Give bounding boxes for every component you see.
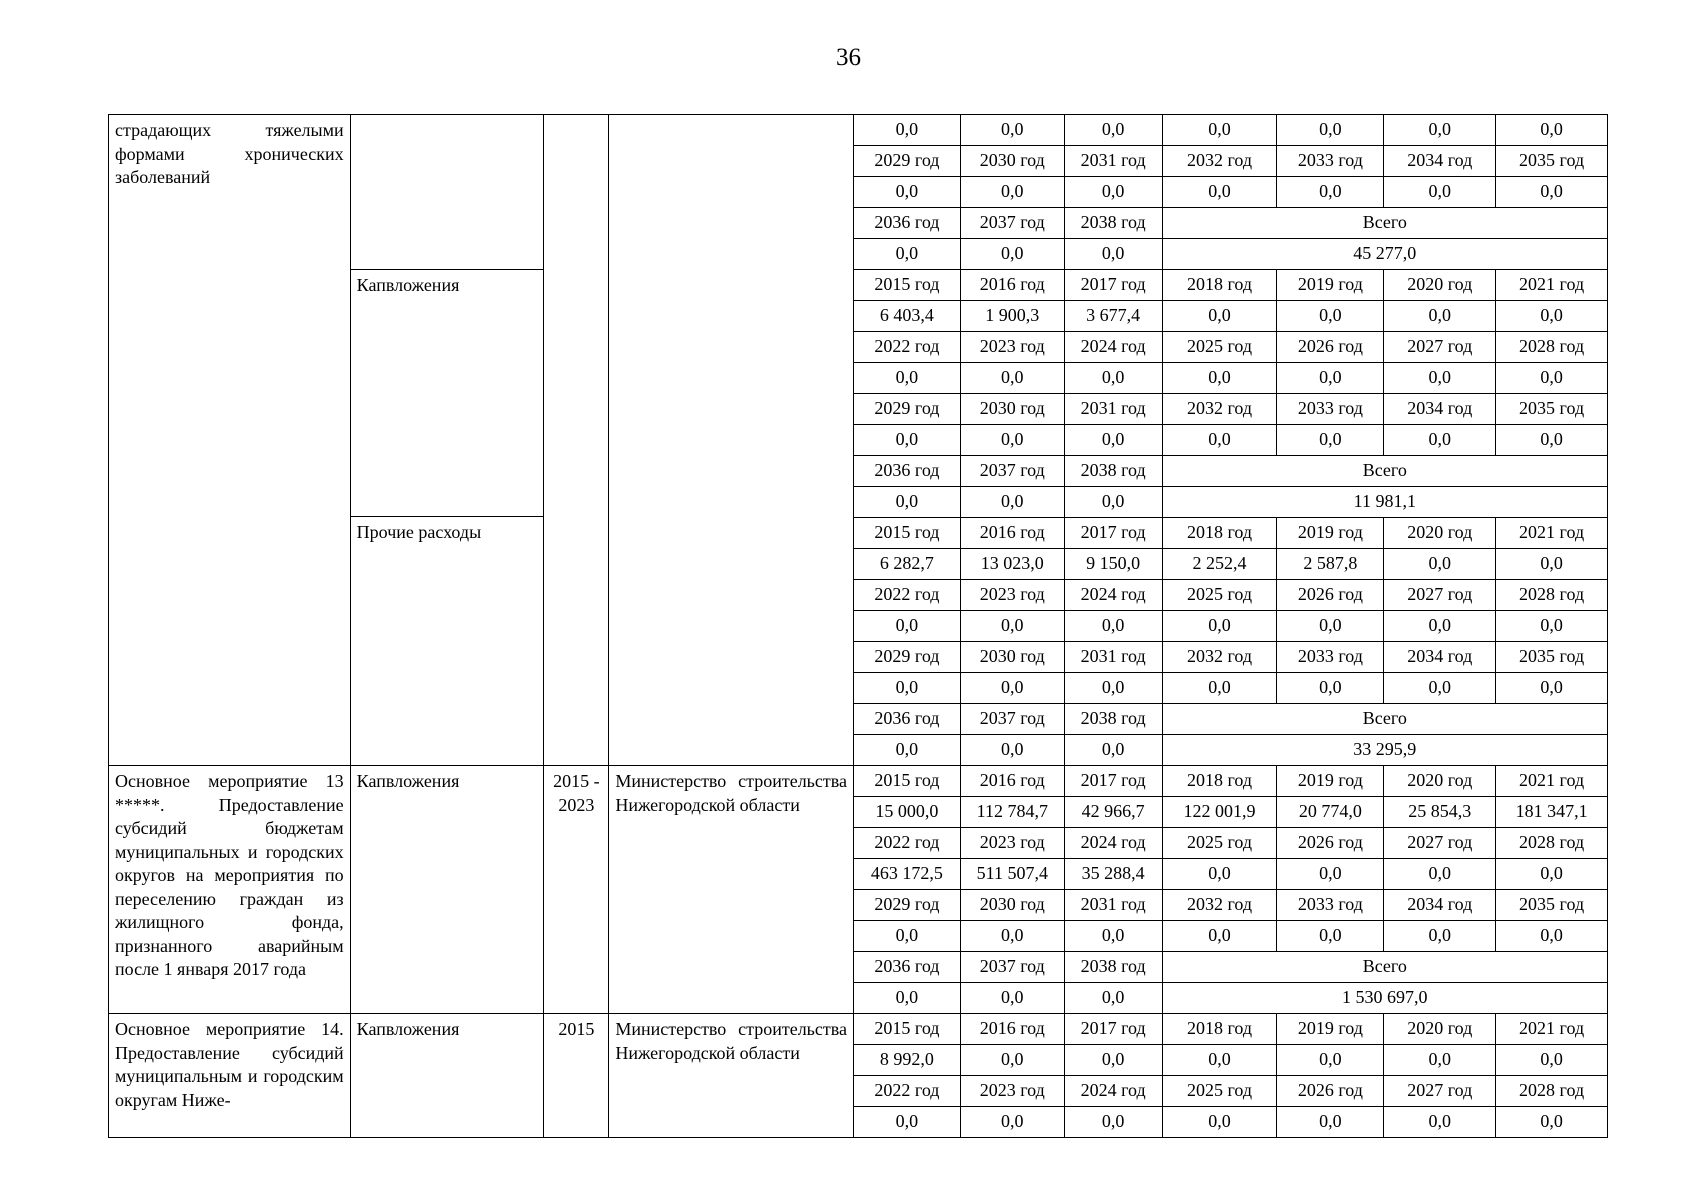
amount-value: 0,0: [1065, 487, 1163, 517]
event-name: Основное мероприятие 13 *****. Предоставление субсидий бюджетам муниципальных и городских округов на мероприятия по переселению граждан из жилищного фонда, признанного аварийным после 1 января 2017 года: [109, 766, 351, 1013]
amount-value: 0,0: [961, 177, 1065, 207]
value-row: [854, 176, 1608, 207]
amount-value: 0,0: [1540, 925, 1563, 945]
amount-value: 0,0: [1277, 673, 1384, 703]
amount-value: 0,0: [1540, 677, 1563, 697]
year-label: 2030 год: [961, 146, 1065, 176]
year-label: 2034 год: [1384, 146, 1496, 176]
year-label: 2035 год: [1519, 150, 1585, 170]
year-label-row: [854, 827, 1608, 858]
amount-value: 42 966,7: [1065, 797, 1163, 827]
year-label: 2029 год: [854, 890, 961, 920]
total-value: 33 295,9: [1353, 739, 1417, 759]
value-row: [854, 362, 1608, 393]
year-label: 2029 год: [854, 146, 961, 176]
amount-value: 0,0: [1065, 1045, 1163, 1075]
year-label: 2031 год: [1065, 642, 1163, 672]
amount-value: 181 347,1: [1515, 801, 1588, 821]
year-label: 2023 год: [961, 1076, 1065, 1106]
year-label: 2030 год: [961, 642, 1065, 672]
year-label: 2020 год: [1384, 1014, 1496, 1044]
source-column: [351, 115, 545, 765]
source-column: [351, 766, 545, 1013]
year-label: 2025 год: [1163, 580, 1278, 610]
amount-value: 0,0: [854, 983, 961, 1013]
amount-value: 463 172,5: [854, 859, 961, 889]
financing-grid: [854, 766, 1608, 1013]
year-label: 2037 год: [961, 704, 1065, 734]
amount-value: 0,0: [1065, 115, 1163, 145]
year-label: 2020 год: [1384, 766, 1496, 796]
year-label: 2025 год: [1163, 332, 1278, 362]
year-label: 2022 год: [854, 332, 961, 362]
amount-value: 0,0: [1384, 115, 1496, 145]
year-label: 2021 год: [1519, 522, 1585, 542]
amount-value: 0,0: [1065, 1107, 1163, 1137]
year-label: 2016 год: [961, 766, 1065, 796]
amount-value: 0,0: [1540, 429, 1563, 449]
amount-value: 0,0: [1384, 1045, 1496, 1075]
year-label: 2027 год: [1384, 1076, 1496, 1106]
year-label: 2035 год: [1519, 398, 1585, 418]
amount-value: 0,0: [854, 1107, 961, 1137]
amount-value: 0,0: [961, 1107, 1065, 1137]
year-label: 2024 год: [1065, 580, 1163, 610]
year-label: 2022 год: [854, 580, 961, 610]
year-label: 2016 год: [961, 518, 1065, 548]
period: 2015 - 2023: [544, 766, 609, 1013]
year-label: 2021 год: [1519, 1018, 1585, 1038]
value-row: [854, 1106, 1608, 1137]
amount-value: 0,0: [1277, 921, 1384, 951]
year-label: 2026 год: [1277, 580, 1384, 610]
year-label: 2034 год: [1384, 394, 1496, 424]
amount-value: 0,0: [1065, 673, 1163, 703]
source-column: [351, 1014, 545, 1137]
value-row: [854, 424, 1608, 455]
amount-value: 0,0: [854, 239, 961, 269]
amount-value: 0,0: [961, 363, 1065, 393]
amount-value: 0,0: [1540, 863, 1563, 883]
event-name: Основное мероприятие 14. Предоставление субсидий муниципальным и городским округам Ниже-: [109, 1014, 351, 1137]
amount-value: 511 507,4: [961, 859, 1065, 889]
amount-value: 0,0: [1540, 1049, 1563, 1069]
year-label: 2034 год: [1384, 890, 1496, 920]
amount-value: 8 992,0: [854, 1045, 961, 1075]
amount-value: 0,0: [854, 673, 961, 703]
executor: Министерство строительства Нижегородской области: [609, 1014, 854, 1137]
value-row: [854, 920, 1608, 951]
value-row: [854, 1044, 1608, 1075]
amount-value: 25 854,3: [1384, 797, 1496, 827]
value-row: [854, 672, 1608, 703]
total-label: Всего: [1362, 708, 1407, 728]
year-label: 2038 год: [1065, 456, 1163, 486]
amount-value: 20 774,0: [1277, 797, 1384, 827]
year-label: 2033 год: [1277, 146, 1384, 176]
executor: [609, 115, 854, 765]
amount-value: 0,0: [1277, 177, 1384, 207]
year-label: 2027 год: [1384, 828, 1496, 858]
year-label: 2020 год: [1384, 518, 1496, 548]
amount-value: 0,0: [1384, 921, 1496, 951]
year-label: 2031 год: [1065, 394, 1163, 424]
amount-value: 0,0: [1540, 305, 1563, 325]
year-label: 2033 год: [1277, 394, 1384, 424]
year-label: 2021 год: [1519, 274, 1585, 294]
year-label: 2024 год: [1065, 1076, 1163, 1106]
amount-value: 0,0: [1277, 859, 1384, 889]
section-row: [108, 114, 1608, 766]
year-label-row: [854, 393, 1608, 424]
amount-value: 0,0: [1384, 1107, 1496, 1137]
amount-value: 0,0: [1163, 115, 1278, 145]
year-label-row: [854, 207, 1608, 238]
year-label: 2037 год: [961, 952, 1065, 982]
amount-value: 0,0: [961, 921, 1065, 951]
year-label: 2037 год: [961, 456, 1065, 486]
year-label: 2021 год: [1519, 770, 1585, 790]
amount-value: 0,0: [1065, 177, 1163, 207]
year-label-row: [854, 517, 1608, 548]
year-label: 2025 год: [1163, 828, 1278, 858]
year-label: 2015 год: [854, 518, 961, 548]
amount-value: 0,0: [961, 425, 1065, 455]
year-label: 2032 год: [1163, 642, 1278, 672]
year-label: 2024 год: [1065, 332, 1163, 362]
funding-source: Капвложения: [356, 771, 460, 791]
amount-value: 0,0: [1277, 115, 1384, 145]
year-label: 2035 год: [1519, 894, 1585, 914]
value-row: [854, 982, 1608, 1013]
year-label-row: [854, 1075, 1608, 1106]
amount-value: 0,0: [1163, 611, 1278, 641]
amount-value: 0,0: [854, 177, 961, 207]
year-label: 2029 год: [854, 394, 961, 424]
amount-value: 0,0: [1163, 859, 1278, 889]
year-label: 2026 год: [1277, 1076, 1384, 1106]
year-label: 2038 год: [1065, 704, 1163, 734]
amount-value: 0,0: [1384, 859, 1496, 889]
year-label: 2017 год: [1065, 766, 1163, 796]
year-label-row: [854, 1014, 1608, 1044]
total-label: Всего: [1362, 460, 1407, 480]
year-label-row: [854, 579, 1608, 610]
amount-value: 0,0: [1277, 611, 1384, 641]
year-label: 2026 год: [1277, 332, 1384, 362]
amount-value: 35 288,4: [1065, 859, 1163, 889]
year-label: 2028 год: [1519, 584, 1585, 604]
year-label-row: [854, 641, 1608, 672]
amount-value: 2 587,8: [1277, 549, 1384, 579]
year-label: 2030 год: [961, 394, 1065, 424]
amount-value: 0,0: [1540, 1111, 1563, 1131]
amount-value: 0,0: [854, 425, 961, 455]
year-label: 2020 год: [1384, 270, 1496, 300]
amount-value: 0,0: [1065, 735, 1163, 765]
amount-value: 0,0: [1277, 1107, 1384, 1137]
executor: Министерство строительства Нижегородской области: [609, 766, 854, 1013]
amount-value: 0,0: [1384, 301, 1496, 331]
amount-value: 0,0: [1540, 367, 1563, 387]
amount-value: 0,0: [961, 1045, 1065, 1075]
event-name: страдающих тяжелыми формами хронических заболеваний: [109, 115, 351, 765]
section-row: [108, 766, 1608, 1014]
amount-value: 0,0: [1163, 1107, 1278, 1137]
year-label: 2028 год: [1519, 1080, 1585, 1100]
year-label: 2024 год: [1065, 828, 1163, 858]
value-row: [854, 238, 1608, 269]
year-label: 2023 год: [961, 828, 1065, 858]
year-label: 2018 год: [1163, 766, 1278, 796]
year-label-row: [854, 766, 1608, 796]
year-label: 2036 год: [854, 456, 961, 486]
year-label-row: [854, 951, 1608, 982]
period: [544, 115, 609, 765]
year-label: 2016 год: [961, 1014, 1065, 1044]
amount-value: 0,0: [1163, 301, 1278, 331]
amount-value: 0,0: [1384, 177, 1496, 207]
amount-value: 0,0: [1065, 611, 1163, 641]
year-label: 2036 год: [854, 208, 961, 238]
amount-value: 0,0: [1384, 549, 1496, 579]
total-value: 11 981,1: [1353, 491, 1416, 511]
value-row: [854, 115, 1608, 145]
year-label: 2038 год: [1065, 208, 1163, 238]
year-label: 2016 год: [961, 270, 1065, 300]
amount-value: 13 023,0: [961, 549, 1065, 579]
amount-value: 0,0: [1065, 363, 1163, 393]
amount-value: 0,0: [1540, 553, 1563, 573]
total-label: Всего: [1362, 212, 1407, 232]
funding-source: Прочие расходы: [351, 516, 544, 763]
amount-value: 0,0: [1163, 177, 1278, 207]
amount-value: 0,0: [961, 115, 1065, 145]
year-label: 2017 год: [1065, 1014, 1163, 1044]
amount-value: 0,0: [961, 735, 1065, 765]
amount-value: 0,0: [961, 487, 1065, 517]
amount-value: 0,0: [1384, 425, 1496, 455]
year-label: 2034 год: [1384, 642, 1496, 672]
year-label: 2019 год: [1277, 270, 1384, 300]
value-row: [854, 300, 1608, 331]
amount-value: 0,0: [854, 363, 961, 393]
year-label: 2038 год: [1065, 952, 1163, 982]
amount-value: 1 900,3: [961, 301, 1065, 331]
amount-value: 0,0: [854, 921, 961, 951]
amount-value: 0,0: [1540, 615, 1563, 635]
year-label: 2022 год: [854, 1076, 961, 1106]
year-label: 2030 год: [961, 890, 1065, 920]
year-label-row: [854, 889, 1608, 920]
year-label: 2023 год: [961, 332, 1065, 362]
amount-value: 0,0: [854, 611, 961, 641]
year-label: 2019 год: [1277, 766, 1384, 796]
year-label: 2031 год: [1065, 890, 1163, 920]
amount-value: 112 784,7: [961, 797, 1065, 827]
amount-value: 0,0: [1384, 363, 1496, 393]
amount-value: 0,0: [1540, 181, 1563, 201]
year-label: 2027 год: [1384, 332, 1496, 362]
funding-source: Капвложения: [356, 1019, 460, 1039]
amount-value: 0,0: [1065, 239, 1163, 269]
amount-value: 0,0: [854, 735, 961, 765]
amount-value: 0,0: [1163, 363, 1278, 393]
amount-value: 0,0: [854, 487, 961, 517]
funding-source: Капвложения: [351, 269, 544, 516]
amount-value: 0,0: [1065, 921, 1163, 951]
year-label-row: [854, 703, 1608, 734]
year-label: 2032 год: [1163, 394, 1278, 424]
period: 2015: [544, 1014, 609, 1137]
section-row: [108, 1014, 1608, 1138]
year-label-row: [854, 331, 1608, 362]
year-label: 2018 год: [1163, 518, 1278, 548]
amount-value: 0,0: [1163, 425, 1278, 455]
year-label: 2015 год: [854, 766, 961, 796]
amount-value: 0,0: [854, 115, 961, 145]
amount-value: 6 282,7: [854, 549, 961, 579]
page-number: 36: [836, 44, 861, 71]
year-label: 2031 год: [1065, 146, 1163, 176]
year-label: 2022 год: [854, 828, 961, 858]
amount-value: 0,0: [1277, 425, 1384, 455]
amount-value: 0,0: [961, 983, 1065, 1013]
amount-value: 0,0: [961, 673, 1065, 703]
total-value: 1 530 697,0: [1342, 987, 1428, 1007]
amount-value: 0,0: [1163, 1045, 1278, 1075]
year-label: 2017 год: [1065, 270, 1163, 300]
year-label: 2036 год: [854, 704, 961, 734]
amount-value: 0,0: [1163, 673, 1278, 703]
year-label: 2037 год: [961, 208, 1065, 238]
year-label: 2032 год: [1163, 146, 1278, 176]
value-row: [854, 734, 1608, 765]
year-label: 2019 год: [1277, 518, 1384, 548]
year-label-row: [854, 455, 1608, 486]
year-label: 2032 год: [1163, 890, 1278, 920]
year-label: 2015 год: [854, 270, 961, 300]
amount-value: 0,0: [1277, 301, 1384, 331]
amount-value: 0,0: [961, 611, 1065, 641]
amount-value: 0,0: [1277, 363, 1384, 393]
year-label: 2019 год: [1277, 1014, 1384, 1044]
year-label: 2033 год: [1277, 642, 1384, 672]
financing-grid: [854, 115, 1608, 765]
amount-value: 6 403,4: [854, 301, 961, 331]
amount-value: 9 150,0: [1065, 549, 1163, 579]
year-label: 2033 год: [1277, 890, 1384, 920]
year-label: 2023 год: [961, 580, 1065, 610]
year-label: 2015 год: [854, 1014, 961, 1044]
funding-source: [351, 115, 544, 269]
value-row: [854, 610, 1608, 641]
year-label-row: [854, 145, 1608, 176]
year-label: 2028 год: [1519, 336, 1585, 356]
year-label-row: [854, 269, 1608, 300]
amount-value: 0,0: [1277, 1045, 1384, 1075]
year-label: 2025 год: [1163, 1076, 1278, 1106]
amount-value: 0,0: [1065, 425, 1163, 455]
value-row: [854, 548, 1608, 579]
amount-value: 0,0: [1540, 119, 1563, 139]
value-row: [854, 796, 1608, 827]
year-label: 2026 год: [1277, 828, 1384, 858]
total-value: 45 277,0: [1353, 243, 1417, 263]
year-label: 2018 год: [1163, 270, 1278, 300]
amount-value: 3 677,4: [1065, 301, 1163, 331]
amount-value: 0,0: [1065, 983, 1163, 1013]
value-row: [854, 486, 1608, 517]
amount-value: 0,0: [1163, 921, 1278, 951]
amount-value: 122 001,9: [1163, 797, 1278, 827]
amount-value: 0,0: [1384, 673, 1496, 703]
year-label: 2029 год: [854, 642, 961, 672]
year-label: 2028 год: [1519, 832, 1585, 852]
amount-value: 0,0: [1384, 611, 1496, 641]
year-label: 2018 год: [1163, 1014, 1278, 1044]
total-label: Всего: [1362, 956, 1407, 976]
amount-value: 0,0: [961, 239, 1065, 269]
financing-table: [108, 114, 1608, 1138]
value-row: [854, 858, 1608, 889]
financing-grid: [854, 1014, 1608, 1137]
year-label: 2035 год: [1519, 646, 1585, 666]
amount-value: 15 000,0: [854, 797, 961, 827]
amount-value: 2 252,4: [1163, 549, 1278, 579]
year-label: 2036 год: [854, 952, 961, 982]
year-label: 2017 год: [1065, 518, 1163, 548]
year-label: 2027 год: [1384, 580, 1496, 610]
